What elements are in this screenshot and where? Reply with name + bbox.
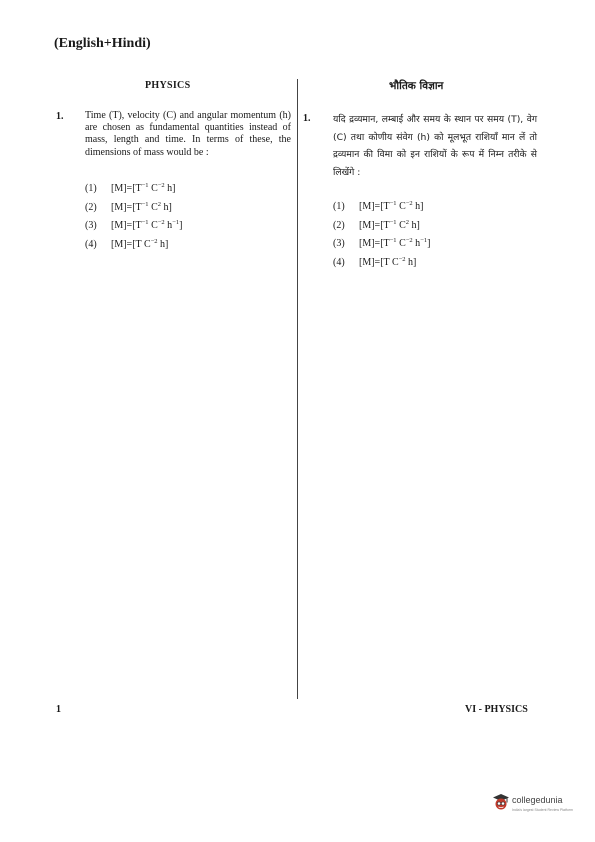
option-4-hindi: (4) [M]=[T $C^{-2}$ h]	[333, 256, 417, 268]
option-1-hindi: (1) $[M]=[T^{-1}$ $C^{-2}$ h]	[333, 200, 424, 212]
question-text-hindi: यदि द्रव्यमान, लम्बाई और समय के स्थान पर समय (T), वेग (C) तथा कोणीय संवेग (h) को मूलभूत राशियाँ मान लें तो द्रव्यमान की विमा को इन राशियों के रूप में निम्न तरीके से लिखेंगे :	[333, 114, 537, 178]
question-number-hindi: 1.	[303, 113, 311, 124]
paper-language-label: (English+Hindi)	[54, 36, 151, 51]
column-divider	[297, 79, 298, 699]
question-number-english: 1.	[56, 111, 64, 122]
brand-logo-text: collegedunia	[512, 795, 563, 805]
graduate-face-icon	[492, 793, 510, 811]
option-2-hindi: (2) $[M]=[T^{-1}$ $C^2$ h]	[333, 219, 420, 231]
option-3-english: (3) $[M]=[T^{-1}$ $C^{-2}$ $h^{-1}$]	[85, 219, 183, 231]
option-4-english: (4) [M]=[T $C^{-2}$ h]	[85, 238, 169, 250]
option-2-english: (2) $[M]=[T^{-1}$ $C^2$ h]	[85, 201, 172, 213]
option-1-english: (1) $[M]=[T^{-1}$ $C^{-2}$ h]	[85, 182, 176, 194]
page-number: 1	[56, 704, 61, 715]
brand-tagline: India's largest Student Review Platform	[512, 808, 573, 812]
option-3-hindi: (3) $[M]=[T^{-1}$ $C^{-2}$ $h^{-1}$]	[333, 237, 431, 249]
section-title-hindi: भौतिक विज्ञान	[389, 80, 444, 92]
section-title-english: PHYSICS	[145, 80, 191, 91]
question-text-english: Time (T), velocity (C) and angular momentum (h) are chosen as fundamental quantities instead of mass, length and time. In terms of these, the dimensions of mass would be :	[85, 110, 291, 158]
paper-code: VI - PHYSICS	[465, 704, 528, 715]
